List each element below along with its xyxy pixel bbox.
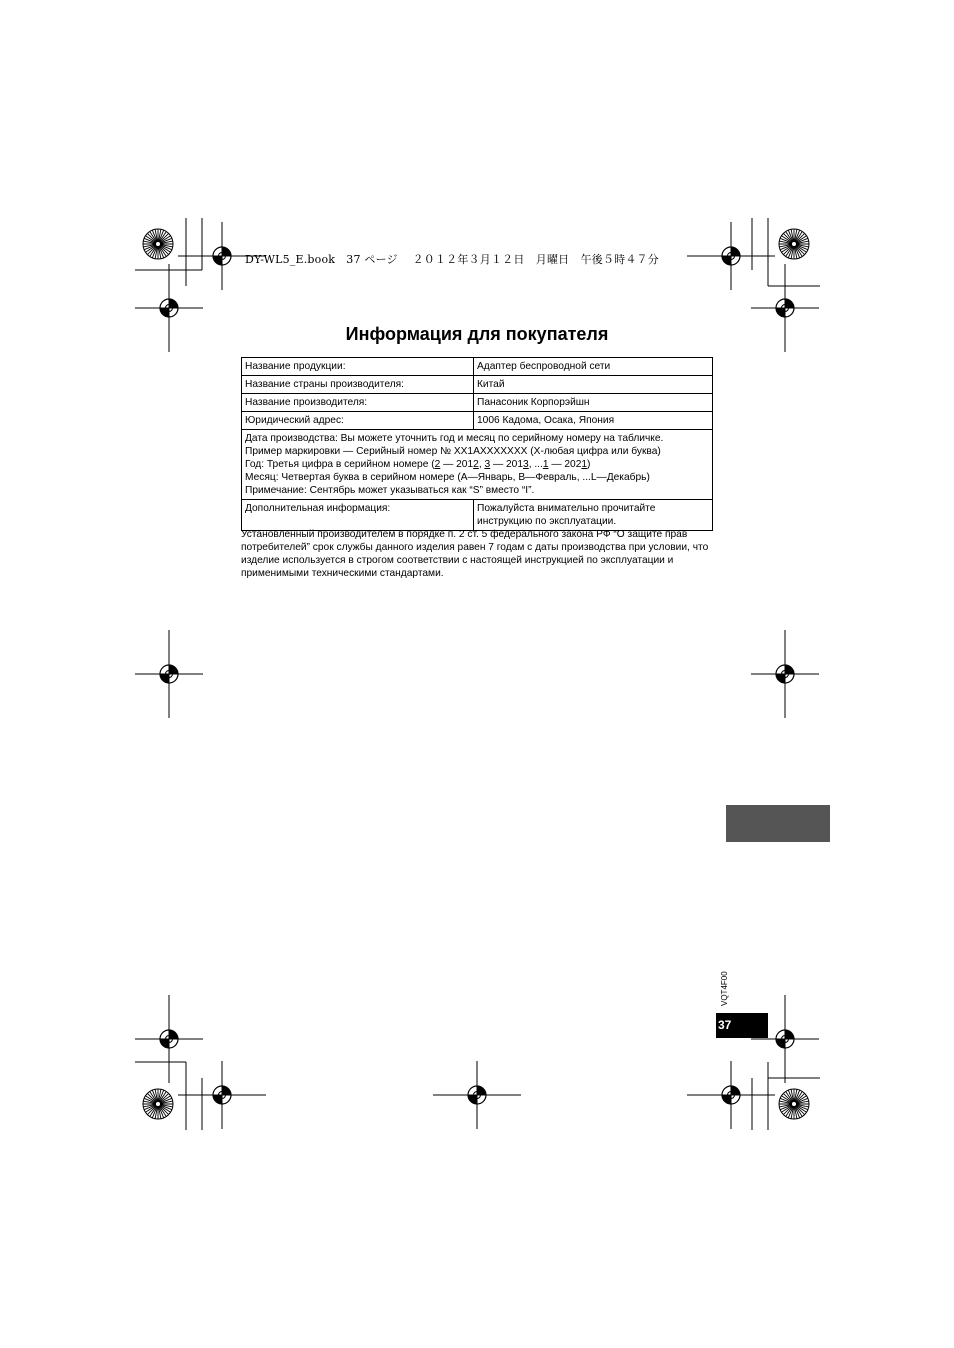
- service-life-note: Установленный производителем в порядке п. 2 ст. 5 федерального закона РФ “О защите прав потребителей” срок службы данного изделия равен 7 годам с даты производства при условии, что изделие используется в строгом соответствии с настоящей инструкцией по эксплуатации и применимыми техническими стандартами.: [241, 529, 709, 579]
- underlined-digit: 1: [542, 459, 549, 470]
- row-value: Адаптер беспроводной сети: [474, 358, 713, 376]
- row-key: Юридический адрес:: [242, 412, 474, 430]
- value-line: Пожалуйста внимательно прочитайте: [477, 503, 656, 514]
- additional-info-row: [242, 500, 713, 531]
- text-span: ): [587, 459, 591, 470]
- underlined-digit: 2: [473, 459, 479, 470]
- row-key: Название страны производителя:: [242, 376, 474, 394]
- page-number: 37: [716, 1013, 768, 1038]
- underlined-digit: 2: [434, 459, 441, 470]
- row-value: [474, 500, 713, 531]
- text-span: — 201: [440, 459, 474, 470]
- page-title: Информация для покупателя: [345, 324, 609, 344]
- production-line: Дата производства: Вы можете уточнить год и месяц по серийному номеру на табличке.: [245, 433, 664, 444]
- text-span: Год: Третья цифра в серийном номере (: [245, 459, 435, 470]
- underlined-digit: 3: [484, 459, 491, 470]
- production-line: Пример маркировки — Серийный номер № XX1AXXXXXXX (X-любая цифра или буква): [245, 446, 661, 457]
- row-key: Дополнительная информация:: [242, 500, 474, 531]
- production-date-cell: [242, 430, 713, 500]
- row-key: Название производителя:: [242, 394, 474, 412]
- customer-info-table: [241, 357, 713, 531]
- row-key: Название продукции:: [242, 358, 474, 376]
- table-row: [242, 376, 713, 394]
- print-header: [245, 251, 659, 267]
- print-date: ２０１２年３月１２日 月曜日 午後５時４７分: [412, 253, 659, 266]
- table-row: [242, 358, 713, 376]
- text-span: — 201: [490, 459, 524, 470]
- book-file-name: DY-WL5_E.book: [245, 253, 336, 266]
- row-value: Панасоник Корпорэйшн: [474, 394, 713, 412]
- text-span: — 202: [548, 459, 582, 470]
- underlined-digit: 1: [581, 459, 588, 470]
- section-tab: [726, 805, 830, 842]
- underlined-digit: 3: [523, 459, 529, 470]
- table-row: [242, 412, 713, 430]
- document-code: VQT4F00: [720, 971, 729, 1006]
- production-date-row: [242, 430, 713, 500]
- value-line: инструкцию по эксплуатации.: [477, 516, 617, 527]
- row-value: Китай: [474, 376, 713, 394]
- text-span: , ...: [528, 459, 543, 470]
- production-year-line: [245, 458, 709, 471]
- table-row: [242, 394, 713, 412]
- production-line: Примечание: Сентябрь может указываться как “S” вместо “I”.: [245, 485, 535, 496]
- page-word: 37 ページ: [346, 253, 398, 266]
- production-line: Месяц: Четвертая буква в серийном номере (A—Январь, B—Февраль, ...L—Декабрь): [245, 472, 650, 483]
- row-value: 1006 Кадома, Осака, Япония: [474, 412, 713, 430]
- text-span: ,: [478, 459, 485, 470]
